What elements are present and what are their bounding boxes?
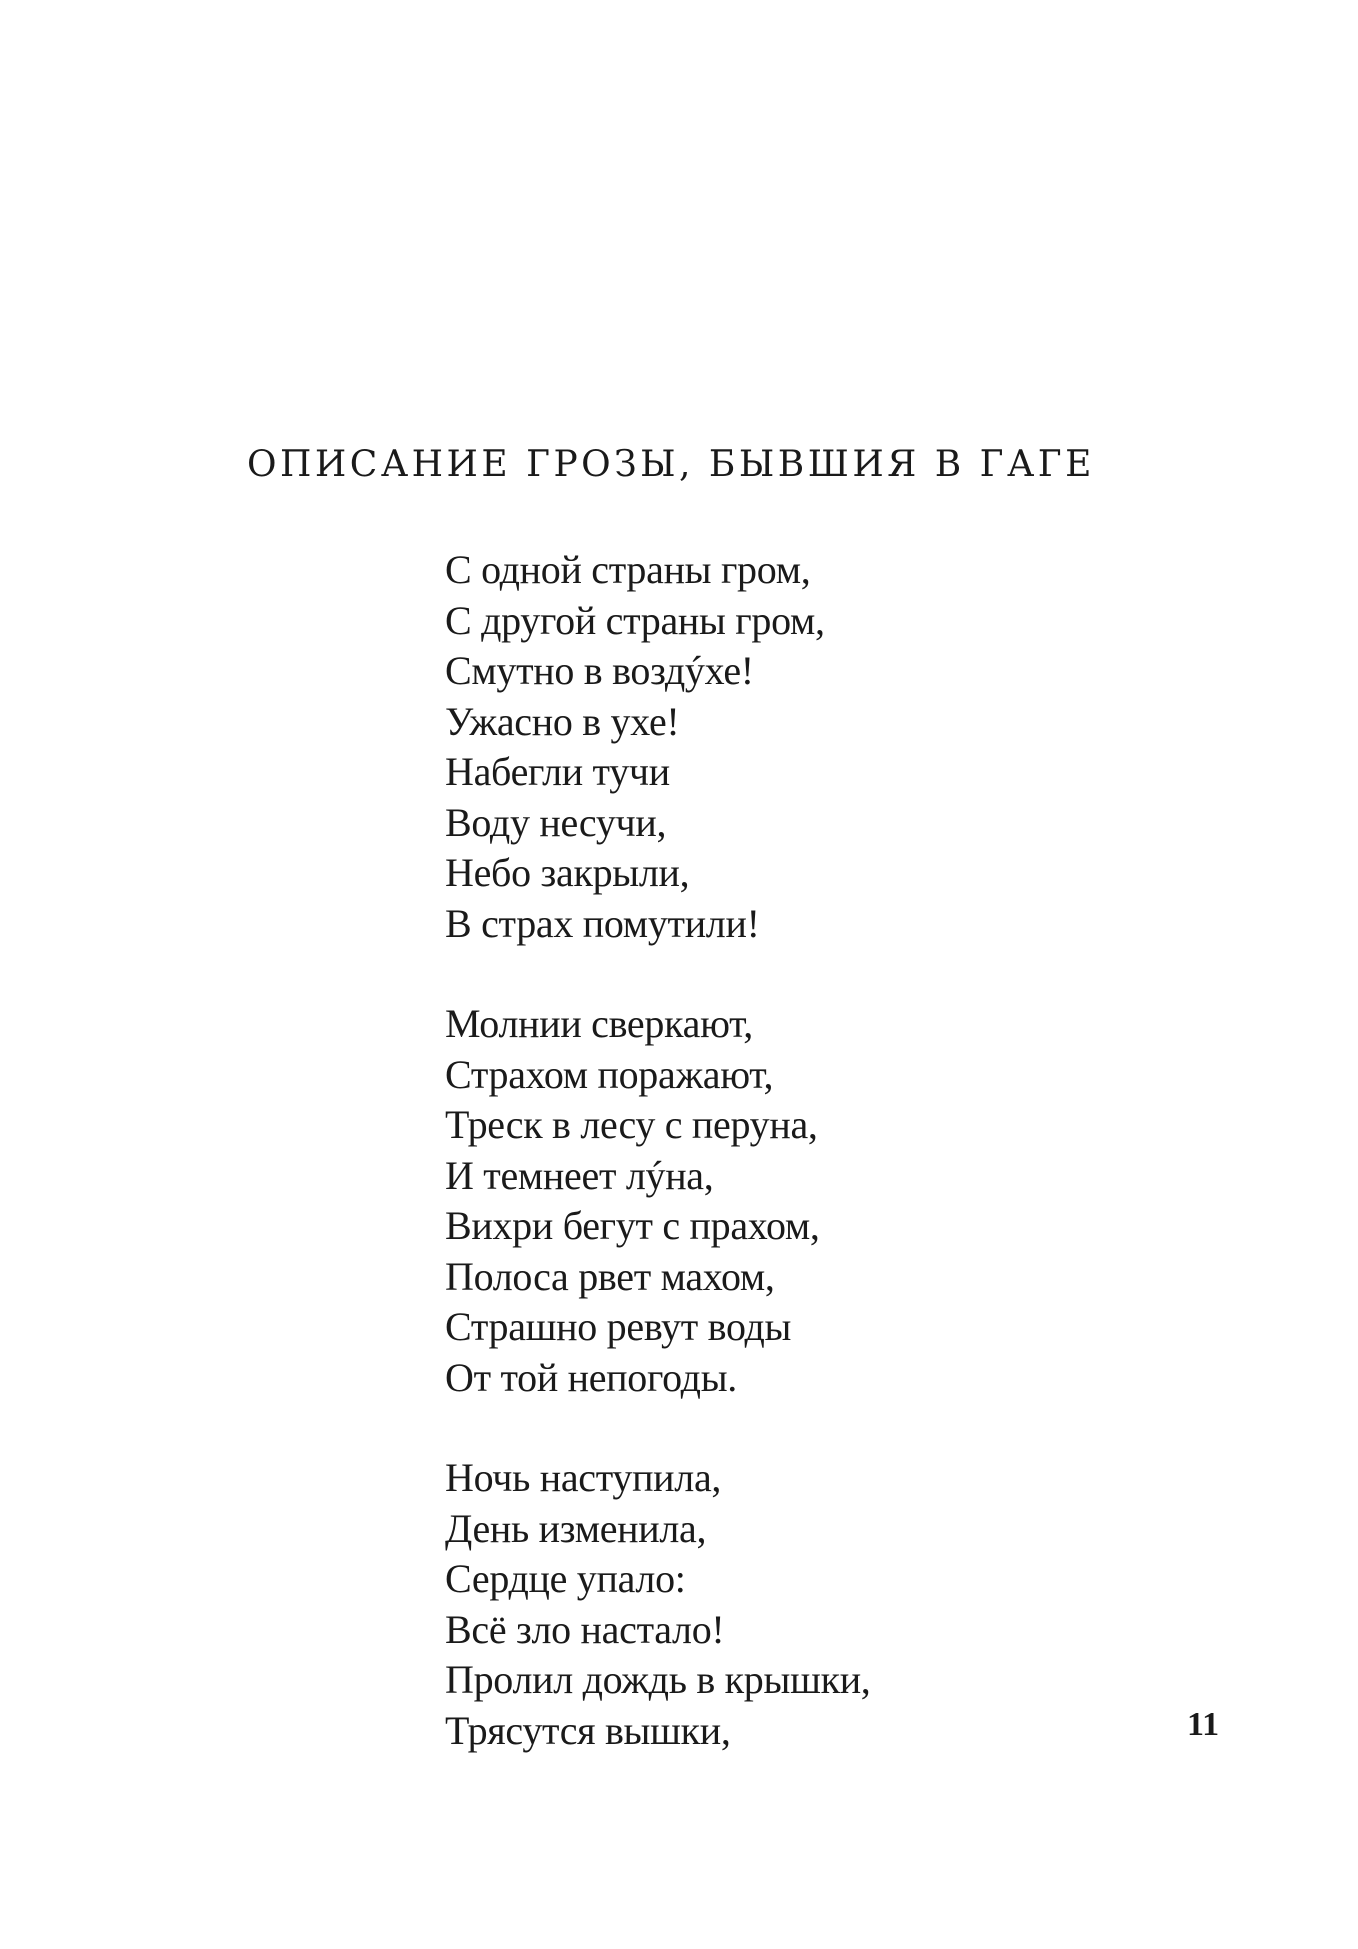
poem-line: Страшно ревут воды (445, 1304, 792, 1349)
poem-line: Страхом поражают, (445, 1051, 774, 1097)
poem-line: Воду несучи, (445, 799, 667, 845)
poem-line: С одной страны гром, (445, 547, 811, 592)
poem-body (445, 545, 871, 1756)
poem-line: День изменила, (445, 1505, 707, 1551)
poem-line: Ночь наступила, (445, 1455, 722, 1500)
poem-line: В страх помутили! (445, 900, 760, 946)
poem-line: Смутно в воздýхе! (445, 648, 754, 693)
poem-line: Вихри бегут с прахом, (445, 1203, 820, 1248)
poem-line: Сердце упало: (445, 1556, 686, 1601)
stanza-1 (445, 545, 871, 949)
stanza-3 (445, 1453, 871, 1756)
poem-line: Ужасно в ухе! (445, 698, 680, 744)
poem-line: Трясутся вышки, (445, 1707, 731, 1753)
poem-line: С другой страны гром, (445, 597, 825, 643)
poem-line: Набегли тучи (445, 749, 670, 794)
poem-line: Всё зло настало! (445, 1606, 725, 1652)
poem-title: ОПИСАНИЕ ГРОЗЫ, БЫВШИЯ В ГАГЕ (247, 444, 1095, 485)
poem-line: Треск в лесу с перуна, (445, 1102, 818, 1147)
poem-line: И темнеет лýна, (445, 1152, 714, 1198)
poem-line: Пролил дождь в крышки, (445, 1657, 871, 1702)
stanza-2 (445, 999, 871, 1403)
poem-line: Небо закрыли, (445, 850, 690, 895)
page-number: 11 (1187, 1706, 1220, 1743)
poem-line: От той непогоды. (445, 1354, 737, 1400)
poem-line: Полоса рвет махом, (445, 1253, 775, 1299)
poem-line: Молнии сверкают, (445, 1001, 753, 1046)
